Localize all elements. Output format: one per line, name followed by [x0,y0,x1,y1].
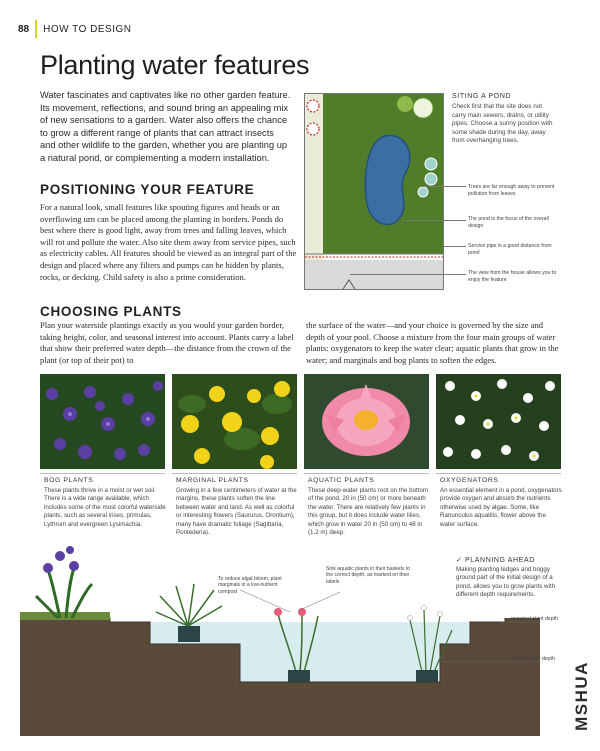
callout-trees: Trees are far enough away to prevent pollution from leaves [468,184,555,197]
garden-plan-svg [305,94,443,289]
oxygenators-photo [436,374,561,469]
callout-service-pipe: Service pipe is a good distance from pond [468,243,552,256]
pond-cross-section-svg [0,540,600,740]
watermark-text: MSHUA [572,660,591,731]
page-title: Planting water features [40,50,310,80]
watermark [567,648,597,743]
aquatic-plants-photo [304,374,429,469]
garden-plan-illustration [304,93,444,290]
oxygenators-title: OXYGENATORS [440,477,499,484]
callout-leader [350,274,466,275]
aquatic-plants-body: These deep-water plants root on the bottom of the pond, 20 in (50 cm) or more beneath the water. There are relatively few plants in this group, but it does include water lilies, which grow in water 20 in (50 cm) to 48 in (1.2 m) deep. [308,487,429,537]
choosing-body-right: the surface of the water—and your choice is governed by the size and depth of your pool. Choose a mixture from the four main groups of water plants: oxygenators to keep the water clear; aquatic plants that grow in the water; and marginals and bog plants to soften the edges. [306,320,559,365]
section-name: HOW TO DESIGN [43,23,132,35]
bog-plants-body: These plants thrive in a moist or wet soil. There is a wide range available, which includes some of the most colorful waterside plants, such as several irises, primulas, Lythrum and evergreen Lysimachia. [44,487,166,528]
check-icon: ✓ [456,557,466,564]
page-header [18,20,132,38]
siting-body: Check first that the site does not carry main sewers, drains, or utility pipes. Choose a sunny position with some shade during the day, away from overhanging trees. [452,103,553,145]
aquatic-plants-title: AQUATIC PLANTS [308,477,375,484]
positioning-body: For a natural look, small features like spouting figures and heads or an overflowing urn can be placed among the planting in borders. Ponds do best where there is good light, away from trees and falling leaves, which will rot and pollute the water. Also site them away from service pipes, such as electricity cables. All features should be viewed as an integral part of the design and placed where any filters and pumps can be hidden by plants, rocks, or decking. Child safety is also a prime consideration. [40,202,297,282]
callout-leader [402,220,466,221]
choosing-heading: CHOOSING PLANTS [40,304,182,319]
marginal-plants-photo [172,374,297,469]
divider [436,473,561,474]
planning-heading-text: PLANNING AHEAD [465,557,535,564]
page-number: 88 [18,23,30,35]
choosing-body-left: Plan your waterside plantings exactly as you would your garden border, taking height, color, and seasonal interest into account. Plants carry a label that show their preferred water depth—the distance from the crown of the plant (or top of their pot) to [40,320,294,365]
callout-view: The view from the house allows you to enjoy the feature [468,270,557,283]
marginal-depth-label: marginal plant depth [511,616,559,622]
aquatic-depth-label: aquatic plant depth [511,656,555,662]
marginal-compost-note: To reduce algal bloom, plant marginals in a low-nutrient compost [218,576,282,595]
bog-plants-title: BOG PLANTS [44,477,94,484]
oxygenators-body: An essential element in a pond, oxygenators provide oxygen and absorb the nutrients otherwise used by algae. Some, like Ranunculus aquatilis, flower above the water surface. [440,487,562,528]
divider [40,473,165,474]
pond-shape [365,136,409,225]
aquatic-depth-note: Sink aquatic plants in their baskets to the correct depth, as marked on their labels [326,566,411,585]
callout-leader [420,186,466,187]
marginal-plants-title: MARGINAL PLANTS [176,477,249,484]
positioning-heading: POSITIONING YOUR FEATURE [40,182,255,197]
planning-body: Making planting ledges and boggy ground part of the initial design of a pond, allows you to grow plants with different depth requirements. [456,566,556,599]
intro-paragraph: Water fascinates and captivates like no other garden feature. Its movement, reflections, and sound bring an appealing mix of new sensations to a garden. Water also offers the chance to grow a different range of plants that can attract insects and other wildlife to the garden, whether you are planting up a natural pond, or complementing a modern installation. [40,90,291,163]
divider [172,473,297,474]
siting-heading: SITING A POND [452,93,512,100]
callout-leader [444,246,466,247]
pond-cross-section [0,540,600,740]
header-divider [35,20,37,38]
callout-pond: The pond is the focus of the overall design [468,216,549,229]
marginal-plants-body: Growing in a few centimeters of water at the margins, these plants soften the line between water and land. As well as colorful or interesting flowers (Saururus, Orontium), many have dramatic foliage (Sagittaria, Pontederia). [176,487,297,537]
iris-plant-icon [36,546,92,618]
divider [304,473,429,474]
bog-plants-photo [40,374,165,469]
